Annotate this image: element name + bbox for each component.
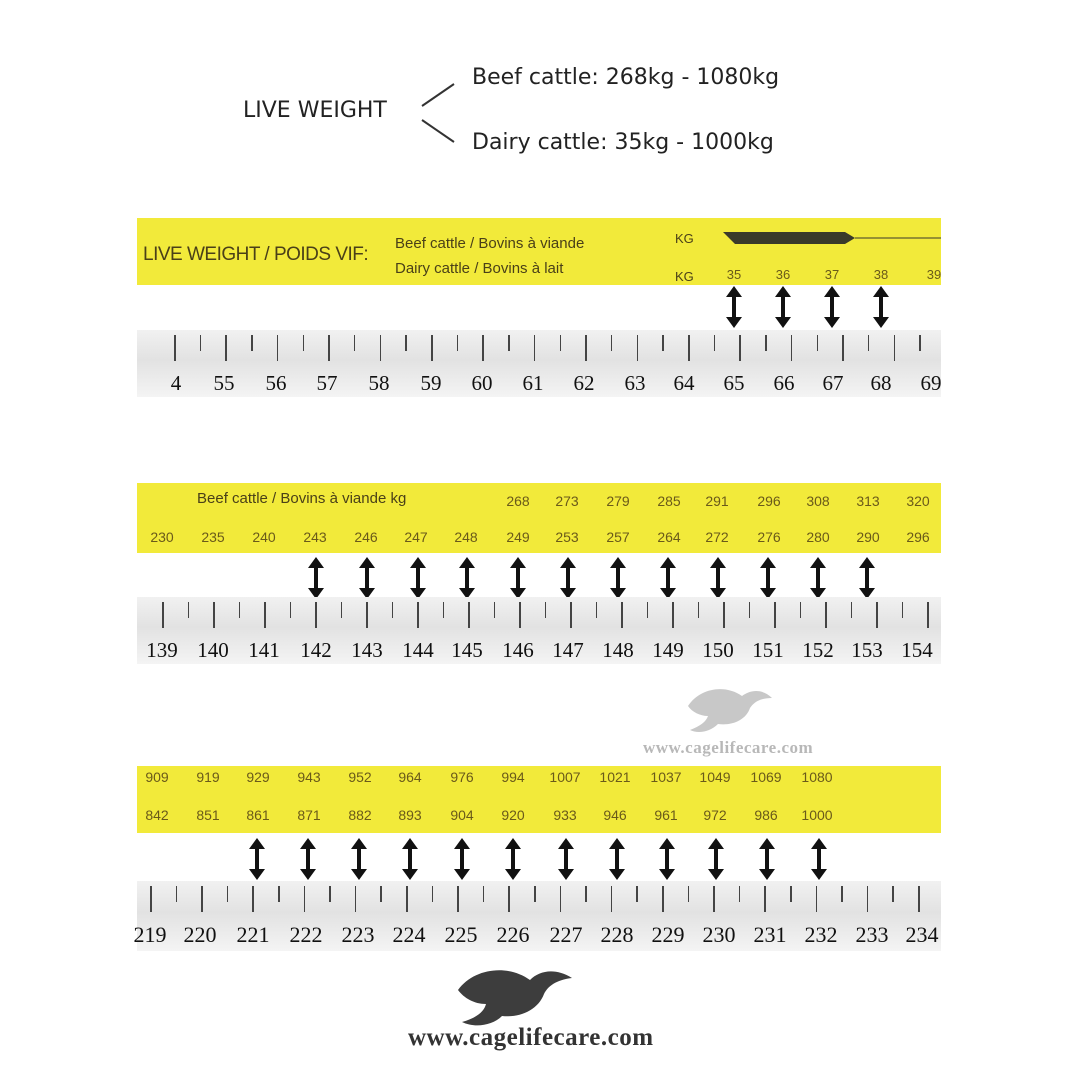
dairy-value: 904 (450, 807, 474, 823)
ruler-tick (876, 602, 878, 628)
ruler-number: 150 (702, 638, 734, 662)
ruler-tick (765, 335, 767, 351)
dairy-value: 38 (873, 267, 889, 282)
ruler-tick (200, 335, 202, 351)
ruler-number: 226 (496, 922, 530, 947)
ruler-tick (713, 886, 715, 912)
tape1-kg-top: KG (675, 231, 694, 246)
ruler-number: 220 (183, 922, 217, 947)
live-weight-title: LIVE WEIGHT (243, 98, 387, 123)
ruler-tick (800, 602, 802, 618)
tape1-pointer (721, 226, 941, 248)
ruler-tick (264, 602, 266, 628)
ruler-tick (213, 602, 215, 628)
ruler-tick (328, 335, 330, 361)
ruler-number: 67 (822, 371, 844, 395)
dairy-value: 296 (906, 529, 930, 545)
ruler-tick (278, 886, 280, 902)
ruler-number: 61 (522, 371, 544, 395)
ruler-tick (647, 602, 649, 618)
ruler-tick (252, 886, 254, 912)
double-arrow-icon (453, 838, 471, 880)
double-arrow-icon (810, 838, 828, 880)
ruler-number: 56 (265, 371, 287, 395)
ruler-tick (355, 886, 357, 912)
double-arrow-icon (358, 557, 376, 599)
ruler-tick (431, 335, 433, 361)
beef-value: 919 (196, 769, 220, 785)
ruler-tick (201, 886, 203, 912)
double-arrow-icon (809, 557, 827, 599)
dairy-value: 986 (754, 807, 778, 823)
tape1-band (137, 218, 941, 285)
double-arrow-icon (823, 286, 841, 328)
dairy-value: 851 (196, 807, 220, 823)
beef-value: 976 (450, 769, 474, 785)
beef-value: 1007 (549, 769, 581, 785)
tape1-heading: LIVE WEIGHT / POIDS VIF: (143, 244, 369, 265)
ruler-number: 66 (773, 371, 795, 395)
bird-logo-small (680, 676, 780, 736)
ruler-tick (688, 335, 690, 361)
ruler-number: 222 (289, 922, 323, 947)
dairy-value: 249 (506, 529, 530, 545)
ruler-tick (739, 886, 741, 902)
double-arrow-icon (504, 838, 522, 880)
ruler-tick (468, 602, 470, 628)
ruler-number: 148 (602, 638, 634, 662)
dairy-value: 246 (354, 529, 378, 545)
double-arrow-icon (774, 286, 792, 328)
ruler-tick (406, 886, 408, 912)
ruler-tick (162, 602, 164, 628)
double-arrow-icon (608, 838, 626, 880)
ruler-number: 65 (723, 371, 745, 395)
ruler-tick (927, 602, 929, 628)
ruler-tick (534, 886, 536, 902)
beef-range: Beef cattle: 268kg - 1080kg (472, 65, 780, 90)
ruler-tick (611, 335, 613, 351)
dairy-value: 946 (603, 807, 627, 823)
ruler-tick (585, 886, 587, 902)
ruler-tick (774, 602, 776, 628)
ruler-tick (482, 335, 484, 361)
dairy-range: Dairy cattle: 35kg - 1000kg (472, 130, 774, 155)
ruler-tick (534, 335, 536, 361)
ruler-tick (354, 335, 356, 351)
ruler-tick (918, 886, 920, 912)
ruler-tick (672, 602, 674, 628)
ruler-number: 58 (368, 371, 390, 395)
ruler-tick (417, 602, 419, 628)
ruler-number: 69 (920, 371, 942, 395)
ruler-tick (225, 335, 227, 361)
ruler-number: 219 (133, 922, 167, 947)
tape2-beef-label: Beef cattle / Bovins à viande kg (197, 490, 407, 507)
dairy-value: 35 (726, 267, 742, 282)
dairy-value: 235 (201, 529, 225, 545)
dairy-value: 36 (775, 267, 791, 282)
dairy-value: 871 (297, 807, 321, 823)
double-arrow-icon (872, 286, 890, 328)
double-arrow-icon (409, 557, 427, 599)
double-arrow-icon (725, 286, 743, 328)
ruler-tick (841, 886, 843, 902)
dairy-value: 920 (501, 807, 525, 823)
ruler-tick (380, 335, 382, 361)
dairy-value: 861 (246, 807, 270, 823)
ruler-tick (662, 335, 664, 351)
ruler-number: 233 (855, 922, 889, 947)
ruler-number: 63 (624, 371, 646, 395)
dairy-value: 961 (654, 807, 678, 823)
ruler-tick (303, 335, 305, 351)
ruler-tick (304, 886, 306, 912)
ruler-tick (176, 886, 178, 902)
ruler-number: 230 (702, 922, 736, 947)
ruler-tick (315, 602, 317, 628)
double-arrow-icon (458, 557, 476, 599)
ruler-number: 142 (300, 638, 332, 662)
ruler-number: 146 (502, 638, 534, 662)
double-arrow-icon (858, 557, 876, 599)
beef-value: 994 (501, 769, 525, 785)
ruler-number: 140 (197, 638, 229, 662)
double-arrow-icon (401, 838, 419, 880)
ruler-number: 141 (248, 638, 280, 662)
ruler-number: 68 (870, 371, 892, 395)
ruler-tick (698, 602, 700, 618)
ruler-tick (816, 886, 818, 912)
double-arrow-icon (559, 557, 577, 599)
beef-value: 929 (246, 769, 270, 785)
beef-value: 268 (506, 493, 530, 509)
ruler-tick (457, 335, 459, 351)
dairy-value: 243 (303, 529, 327, 545)
ruler-number: 152 (802, 638, 834, 662)
dairy-value: 248 (454, 529, 478, 545)
double-arrow-icon (509, 557, 527, 599)
ruler-number: 232 (804, 922, 838, 947)
beef-value: 308 (806, 493, 830, 509)
ruler-number: 147 (552, 638, 584, 662)
double-arrow-icon (658, 838, 676, 880)
ruler-number: 234 (905, 922, 939, 947)
dairy-value: 972 (703, 807, 727, 823)
ruler-tick (494, 602, 496, 618)
ruler-tick (637, 335, 639, 361)
ruler-number: 221 (236, 922, 270, 947)
ruler-number: 229 (651, 922, 685, 947)
ruler-tick (902, 602, 904, 618)
bracket-lines (418, 80, 468, 150)
dairy-value: 290 (856, 529, 880, 545)
ruler-tick (341, 602, 343, 618)
beef-value: 285 (657, 493, 681, 509)
ruler-tick (892, 886, 894, 902)
ruler-tick (714, 335, 716, 351)
ruler-tick (596, 602, 598, 618)
ruler-tick (662, 886, 664, 912)
dairy-value: 240 (252, 529, 276, 545)
dairy-value: 230 (150, 529, 174, 545)
tape1-ruler (137, 330, 941, 397)
ruler-number: 227 (549, 922, 583, 947)
ruler-number: 144 (402, 638, 434, 662)
beef-value: 296 (757, 493, 781, 509)
ruler-number: 145 (451, 638, 483, 662)
tape1-kg-bottom: KG (675, 269, 694, 284)
ruler-tick (239, 602, 241, 618)
ruler-tick (894, 335, 896, 361)
beef-value: 1037 (650, 769, 682, 785)
ruler-tick (251, 335, 253, 351)
beef-value: 909 (145, 769, 169, 785)
ruler-number: 223 (341, 922, 375, 947)
ruler-number: 149 (652, 638, 684, 662)
beef-value: 1049 (699, 769, 731, 785)
beef-value: 943 (297, 769, 321, 785)
dairy-value: 280 (806, 529, 830, 545)
ruler-tick (723, 602, 725, 628)
beef-value: 313 (856, 493, 880, 509)
tape3-ruler (133, 881, 941, 951)
ruler-tick (636, 886, 638, 902)
tape1-beef-label: Beef cattle / Bovins à viande (395, 235, 585, 252)
dairy-value: 272 (705, 529, 729, 545)
double-arrow-icon (758, 838, 776, 880)
dairy-value: 247 (404, 529, 428, 545)
ruler-number: 231 (753, 922, 787, 947)
ruler-tick (150, 886, 152, 912)
ruler-number: 151 (752, 638, 784, 662)
ruler-tick (851, 602, 853, 618)
double-arrow-icon (299, 838, 317, 880)
beef-value: 291 (705, 493, 729, 509)
dairy-value: 1000 (801, 807, 833, 823)
ruler-number: 64 (673, 371, 695, 395)
double-arrow-icon (248, 838, 266, 880)
ruler-tick (868, 335, 870, 351)
dairy-value: 257 (606, 529, 630, 545)
ruler-number: 224 (392, 922, 426, 947)
ruler-tick (277, 335, 279, 361)
ruler-tick (545, 602, 547, 618)
beef-value: 1069 (750, 769, 782, 785)
ruler-tick (764, 886, 766, 912)
ruler-tick (380, 886, 382, 902)
tape3-band (137, 766, 941, 833)
ruler-number: 143 (351, 638, 383, 662)
ruler-number: 57 (316, 371, 338, 395)
ruler-tick (560, 335, 562, 351)
ruler-tick (188, 602, 190, 618)
ruler-tick (560, 886, 562, 912)
ruler-tick (443, 602, 445, 618)
ruler-tick (392, 602, 394, 618)
ruler-tick (749, 602, 751, 618)
beef-value: 1080 (801, 769, 833, 785)
watermark-url-small: www.cagelifecare.com (643, 738, 814, 757)
ruler-tick (739, 335, 741, 361)
tape1-dairy-label: Dairy cattle / Bovins à lait (395, 260, 564, 277)
watermark-url-large: www.cagelifecare.com (408, 1024, 654, 1051)
ruler-tick (366, 602, 368, 628)
dairy-value: 276 (757, 529, 781, 545)
ruler-number: 60 (471, 371, 493, 395)
dairy-value: 933 (553, 807, 577, 823)
double-arrow-icon (609, 557, 627, 599)
double-arrow-icon (557, 838, 575, 880)
double-arrow-icon (307, 557, 325, 599)
tape2-band (137, 483, 941, 553)
beef-value: 273 (555, 493, 579, 509)
tape2-ruler (137, 597, 941, 664)
double-arrow-icon (659, 557, 677, 599)
double-arrow-icon (709, 557, 727, 599)
ruler-tick (842, 335, 844, 361)
ruler-tick (174, 335, 176, 361)
double-arrow-icon (350, 838, 368, 880)
ruler-tick (519, 602, 521, 628)
ruler-tick (867, 886, 869, 912)
ruler-tick (791, 335, 793, 361)
ruler-number: 4 (170, 371, 182, 395)
ruler-number: 225 (444, 922, 478, 947)
ruler-tick (405, 335, 407, 351)
ruler-number: 62 (573, 371, 595, 395)
ruler-number: 154 (901, 638, 933, 662)
ruler-number: 153 (851, 638, 883, 662)
beef-value: 320 (906, 493, 930, 509)
ruler-tick (919, 335, 921, 351)
ruler-number: 59 (420, 371, 442, 395)
ruler-tick (688, 886, 690, 902)
ruler-tick (570, 602, 572, 628)
ruler-tick (457, 886, 459, 912)
bird-logo-large (452, 960, 582, 1030)
dairy-value: 37 (824, 267, 840, 282)
ruler-tick (508, 335, 510, 351)
ruler-tick (611, 886, 613, 912)
ruler-tick (585, 335, 587, 361)
ruler-tick (817, 335, 819, 351)
double-arrow-icon (707, 838, 725, 880)
beef-value: 1021 (599, 769, 631, 785)
ruler-number: 139 (146, 638, 178, 662)
ruler-tick (329, 886, 331, 902)
beef-value: 279 (606, 493, 630, 509)
beef-value: 964 (398, 769, 422, 785)
ruler-number: 228 (600, 922, 634, 947)
ruler-tick (621, 602, 623, 628)
dairy-value: 842 (145, 807, 169, 823)
ruler-tick (432, 886, 434, 902)
ruler-number: 55 (213, 371, 235, 395)
beef-value: 952 (348, 769, 372, 785)
double-arrow-icon (759, 557, 777, 599)
ruler-tick (790, 886, 792, 902)
dairy-value: 253 (555, 529, 579, 545)
dairy-value: 893 (398, 807, 422, 823)
dairy-value: 39 (926, 267, 942, 282)
dairy-value: 882 (348, 807, 372, 823)
dairy-value: 264 (657, 529, 681, 545)
ruler-tick (825, 602, 827, 628)
ruler-tick (227, 886, 229, 902)
ruler-tick (290, 602, 292, 618)
ruler-tick (483, 886, 485, 902)
ruler-tick (508, 886, 510, 912)
